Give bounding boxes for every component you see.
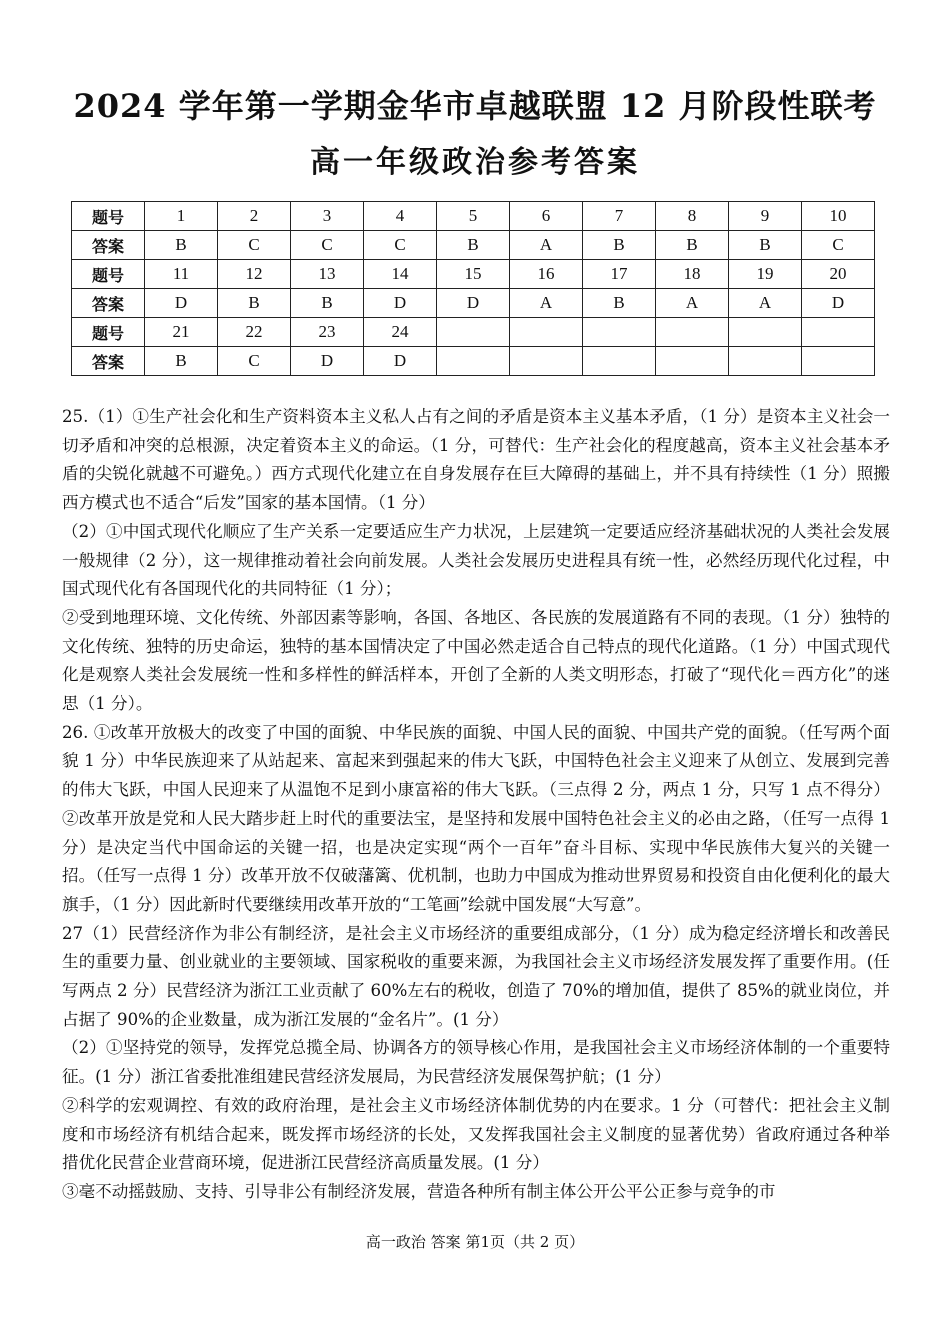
table-cell: A: [510, 289, 583, 318]
table-cell: 8: [656, 202, 729, 231]
table-cell: B: [218, 289, 291, 318]
table-cell: [510, 318, 583, 347]
page-footer: 高一政治 答案 第1页（共 2 页）: [365, 1233, 585, 1251]
table-row: [72, 318, 875, 347]
table-row: [72, 231, 875, 260]
table-cell: A: [656, 289, 729, 318]
table-cell: B: [583, 231, 656, 260]
table-cell: [583, 318, 656, 347]
table-cell: 9: [729, 202, 802, 231]
table-cell: 14: [364, 260, 437, 289]
table-cell: C: [364, 231, 437, 260]
table-row: [72, 289, 875, 318]
row-label: 答案: [72, 231, 145, 260]
page-title: 2024 学年第一学期金华市卓越联盟 12 月阶段性联考: [73, 87, 877, 125]
table-cell: [510, 347, 583, 376]
table-cell: 6: [510, 202, 583, 231]
table-cell: B: [291, 289, 364, 318]
paragraph-q25-part2-b: ②受到地理环境、文化传统、外部因素等影响，各国、各地区、各民族的发展道路有不同的表现。（1 分）独特的文化传统、独特的历史命运，独特的基本国情决定了中国必然走适合自己特点的现代化道路。（1 分）中国式现代化是观察人类社会发展统一性和多样性的鲜活样本，开创了全新的人类文明形态，打破了“现代化＝西方化”的迷思（1 分）。: [62, 607, 890, 714]
table-cell: D: [364, 289, 437, 318]
table-cell: 12: [218, 260, 291, 289]
row-label: 题号: [72, 202, 145, 231]
table-cell: 17: [583, 260, 656, 289]
table-cell: B: [437, 231, 510, 260]
table-cell: 7: [583, 202, 656, 231]
table-cell: [802, 347, 875, 376]
table-cell: 20: [802, 260, 875, 289]
table-row: [72, 260, 875, 289]
table-cell: 4: [364, 202, 437, 231]
table-cell: 21: [145, 318, 218, 347]
table-cell: 19: [729, 260, 802, 289]
paragraph-q25-part2-a: （2）①中国式现代化顺应了生产关系一定要适应生产力状况，上层建筑一定要适应经济基础状况的人类社会发展一般规律（2 分），这一规律推动着社会向前发展。人类社会发展历史进程具有统一性，必然经历现代化过程，中国式现代化有各国现代化的共同特征（1 分）；: [62, 521, 890, 599]
table-cell: D: [364, 347, 437, 376]
paragraph-q25-part1: 25.（1）①生产社会化和生产资料资本主义私人占有之间的矛盾是资本主义基本矛盾，（1 分）是资本主义社会一切矛盾和冲突的总根源，决定着资本主义的命运。（1 分，可替代：生产社会化的程度越高，资本主义社会基本矛盾的尖锐化就越不可避免。）西方式现代化建立在自身发展存在巨大障碍的基础上，并不具有持续性（1 分）照搬西方模式也不适合“后发”国家的基本国情。（1 分）: [62, 407, 890, 513]
answer-table: [71, 201, 875, 376]
paragraph-q26: 26. ①改革开放极大的改变了中国的面貌、中华民族的面貌、中国人民的面貌、中国共产党的面貌。（任写两个面貌 1 分）中华民族迎来了从站起来、富起来到强起来的伟大飞跃，中国特色社会主义迎来了从创立、发展到完善的伟大飞跃，中国人民迎来了从温饱不足到小康富裕的伟大飞跃。（三点得 2 分，两点 1 分，只写 1 点不得分）②改革开放是党和人民大踏步赶上时代的重要法宝，是坚持和发展中国特色社会主义的必由之路，（任写一点得 1 分）是决定当代中国命运的关键一招，也是决定实现“两个一百年”奋斗目标、实现中华民族伟大复兴的关键一招。（任写一点得 1 分）改革开放不仅破藩篱、优机制，也助力中国成为推动世界贸易和投资自由化便利化的最大旗手，（1 分）因此新时代要继续用改革开放的“工笔画”绘就中国发展“大写意”。: [62, 722, 890, 914]
table-cell: B: [583, 289, 656, 318]
table-cell: 22: [218, 318, 291, 347]
table-cell: B: [145, 347, 218, 376]
table-cell: C: [802, 231, 875, 260]
table-cell: [437, 347, 510, 376]
page-subtitle: 高一年级政治参考答案: [310, 145, 640, 180]
table-cell: 10: [802, 202, 875, 231]
table-cell: B: [729, 231, 802, 260]
paragraph-q27-part2-c: ③毫不动摇鼓励、支持、引导非公有制经济发展，营造各种所有制主体公开公平公正参与竞争的市: [62, 1181, 776, 1201]
table-cell: B: [145, 231, 218, 260]
table-cell: 1: [145, 202, 218, 231]
table-cell: 5: [437, 202, 510, 231]
table-cell: D: [145, 289, 218, 318]
table-row: [72, 347, 875, 376]
table-row: [72, 202, 875, 231]
row-label: 题号: [72, 318, 145, 347]
table-cell: 15: [437, 260, 510, 289]
table-cell: [437, 318, 510, 347]
table-cell: [729, 318, 802, 347]
table-cell: 11: [145, 260, 218, 289]
table-cell: [656, 318, 729, 347]
table-cell: [729, 347, 802, 376]
table-cell: 23: [291, 318, 364, 347]
table-cell: 18: [656, 260, 729, 289]
table-cell: 3: [291, 202, 364, 231]
table-cell: C: [291, 231, 364, 260]
row-label: 题号: [72, 260, 145, 289]
table-cell: C: [218, 231, 291, 260]
paragraph-q27-part2-b: ②科学的宏观调控、有效的政府治理，是社会主义市场经济体制优势的内在要求。1 分（可替代：把社会主义制度和市场经济有机结合起来，既发挥市场经济的长处，又发挥我国社会主义制度的显著优势）省政府通过各种举措优化民营企业营商环境，促进浙江民营经济高质量发展。(1 分）: [62, 1095, 890, 1173]
table-cell: [802, 318, 875, 347]
table-cell: C: [218, 347, 291, 376]
paragraph-q27-part1: 27（1）民营经济作为非公有制经济，是社会主义市场经济的重要组成部分，（1 分）成为稳定经济增长和改善民生的重要力量、创业就业的主要领域、国家税收的重要来源，为我国社会主义市场经济发展发挥了重要作用。(任写两点 2 分）民营经济为浙江工业贡献了 60%左右的税收，创造了 70%的增加值，提供了 85%的就业岗位，并占据了 90%的企业数量，成为浙江发展的“金名片”。(1 分）: [62, 923, 890, 1029]
answer-explanations: [62, 403, 890, 1207]
table-cell: A: [510, 231, 583, 260]
table-cell: B: [656, 231, 729, 260]
table-cell: D: [291, 347, 364, 376]
table-cell: 16: [510, 260, 583, 289]
table-cell: 24: [364, 318, 437, 347]
paragraph-q27-part2-a: （2）①坚持党的领导，发挥党总揽全局、协调各方的领导核心作用，是我国社会主义市场经济体制的一个重要特征。(1 分）浙江省委批准组建民营经济发展局，为民营经济发展保驾护航；(1 分）: [62, 1038, 890, 1087]
row-label: 答案: [72, 347, 145, 376]
row-label: 答案: [72, 289, 145, 318]
table-cell: D: [437, 289, 510, 318]
table-cell: 13: [291, 260, 364, 289]
table-cell: A: [729, 289, 802, 318]
table-cell: 2: [218, 202, 291, 231]
table-cell: [656, 347, 729, 376]
table-cell: [583, 347, 656, 376]
table-cell: D: [802, 289, 875, 318]
